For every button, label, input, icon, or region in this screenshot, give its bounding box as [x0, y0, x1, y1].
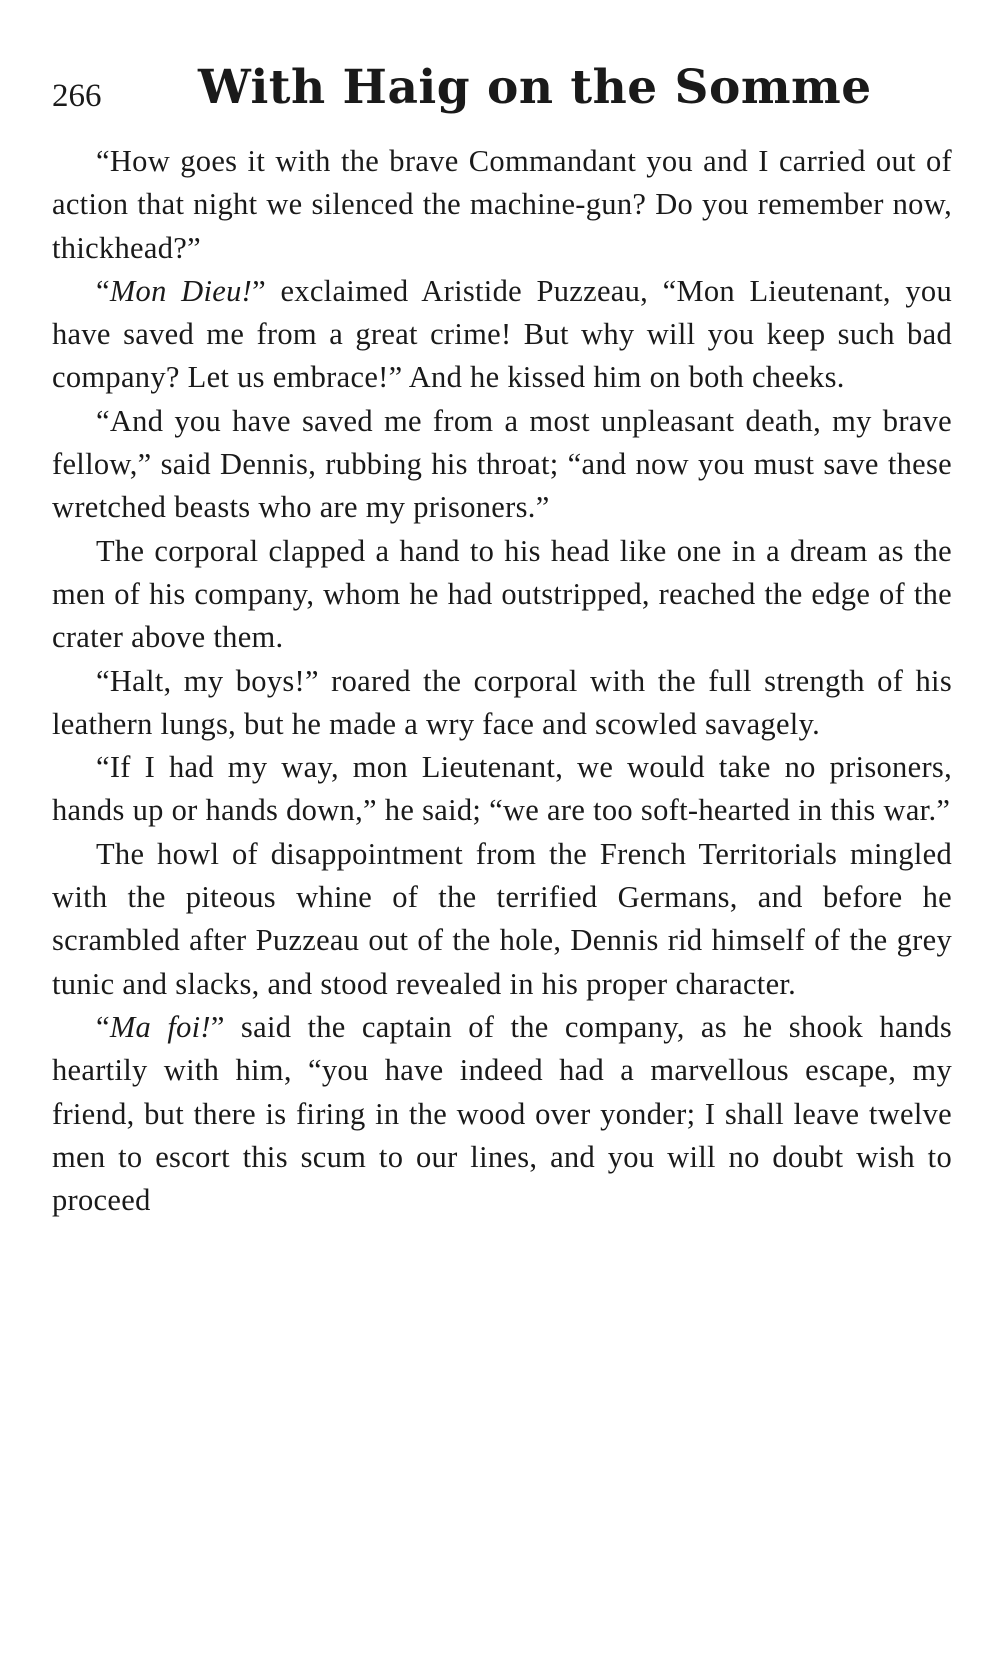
book-page: [52, 58, 952, 1222]
paragraph: [52, 833, 952, 1006]
page-number: 266: [52, 78, 102, 114]
italic-text: Mon Dieu!: [109, 273, 253, 308]
paragraph: [52, 400, 952, 530]
text-segment: The corporal clapped a hand to his head like one in a dream as the men of his company, whom he had outstripped, reached the edge of the crater above them.: [52, 533, 952, 655]
paragraph: [52, 1006, 952, 1222]
body-text: [52, 140, 952, 1222]
text-segment: “If I had my way, mon Lieutenant, we would take no prisoners, hands up or hands down,” he said; “we are too soft-hearted in this war.”: [52, 750, 952, 828]
text-segment: “And you have saved me from a most unpleasant death, my brave fellow,” said Dennis, rubbing his throat; “and now you must save these wretched beasts who are my prisoners.”: [52, 403, 952, 525]
text-segment: ” exclaimed Aristide Puzzeau, “Mon Lieutenant, you have saved me from a great crime! But why will you keep such bad company? Let us embrace!” And he kissed him on both cheeks.: [52, 273, 952, 395]
text-segment: “: [96, 1009, 110, 1044]
text-segment: “: [96, 273, 110, 308]
book-title: With Haig on the Somme: [198, 60, 872, 115]
italic-text: Ma foi!: [109, 1009, 211, 1044]
text-segment: ” said the captain of the company, as he shook hands heartily with him, “you have indeed had a marvellous escape, my friend, but there is firing in the wood over yonder; I shall leave twelve men to escort this scum to our lines, and you will no doubt wish to proceed: [52, 1009, 952, 1218]
paragraph: [52, 746, 952, 833]
running-head: [52, 58, 952, 128]
text-segment: The howl of disappointment from the French Territorials mingled with the piteous whine of the terrified Germans, and before he scrambled after Puzzeau out of the hole, Dennis rid himself of the grey tunic and slacks, and stood revealed in his proper character.: [52, 836, 952, 1001]
paragraph: [52, 530, 952, 660]
text-segment: “Halt, my boys!” roared the corporal with the full strength of his leathern lungs, but he made a wry face and scowled savagely.: [52, 663, 952, 741]
paragraph: [52, 270, 952, 400]
paragraph: [52, 140, 952, 270]
paragraph: [52, 660, 952, 747]
text-segment: “How goes it with the brave Commandant you and I carried out of action that night we silenced the machine-gun? Do you remember now, thickhead?”: [52, 144, 952, 265]
